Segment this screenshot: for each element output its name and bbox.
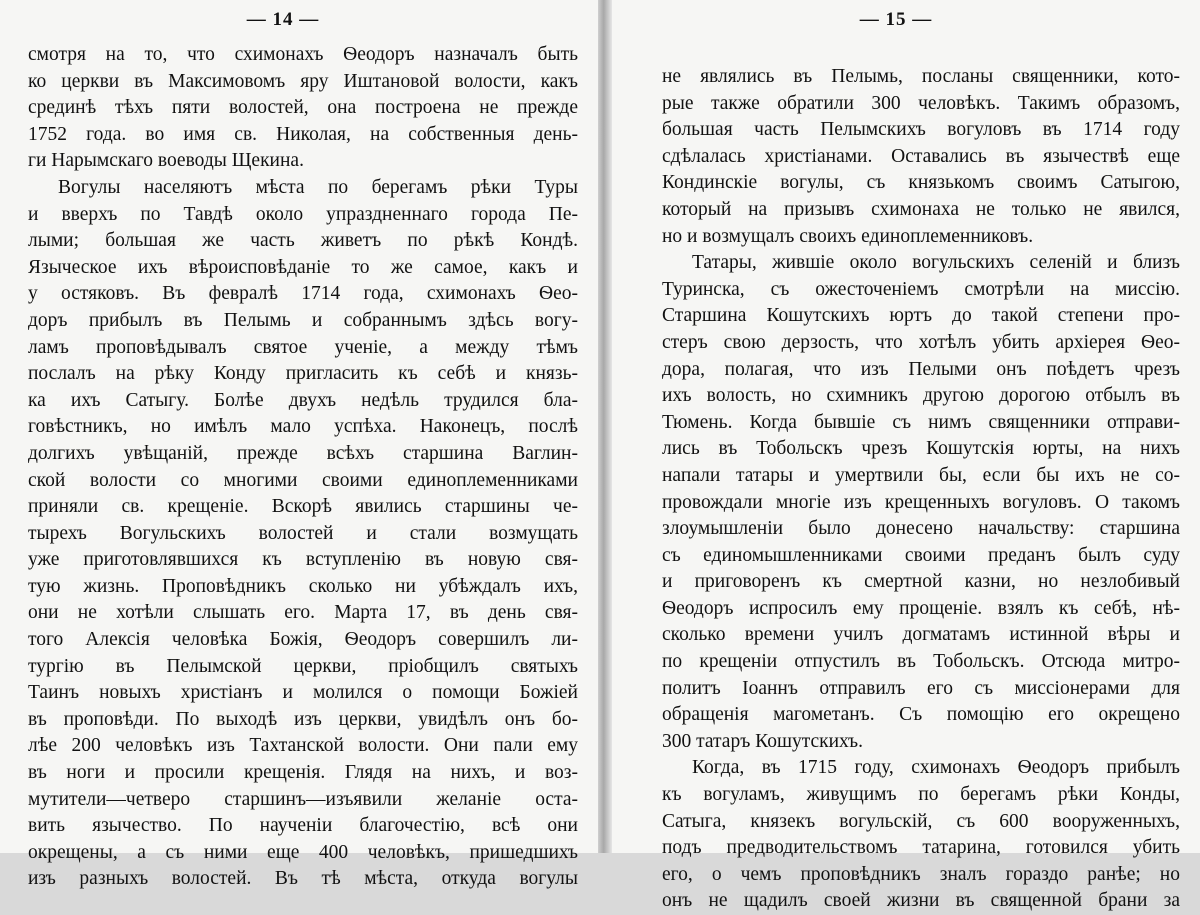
text-line: ко церкви въ Максимовомъ яру Иштановой волости, какъ xyxy=(28,70,578,92)
right-page xyxy=(600,0,1200,912)
text-line: обращенія магометанъ. Съ помощію его окрещено xyxy=(662,704,1180,726)
text-line: Кондинскіе вогулы, съ князькомъ своимъ Сатыгою, xyxy=(662,172,1180,194)
text-line: у остяковъ. Въ февралѣ 1714 года, схимонахъ Ѳео- xyxy=(28,283,578,305)
text-line: Старшина Кошутскихъ юртъ до такой степени про- xyxy=(662,305,1180,327)
text-line: Когда, въ 1715 году, схимонахъ Ѳеодоръ прибылъ xyxy=(692,757,1180,779)
text-line: долгихъ увѣщаній, прежде всѣхъ старшина Ваглин- xyxy=(28,442,578,464)
text-line: стеръ свою дерзость, что хотѣлъ убить архіерея Ѳео- xyxy=(662,331,1180,353)
text-line: срединѣ тѣхъ пяти волостей, она построена не прежде xyxy=(28,97,578,119)
text-line: ка ихъ Сатыгу. Болѣе двухъ недѣль трудился бла- xyxy=(28,389,578,411)
text-line: ской волости со многими своими единоплеменниками xyxy=(28,469,578,491)
left-page xyxy=(0,0,600,890)
text-line: Ѳеодоръ испросилъ ему прощеніе. взялъ къ себѣ, нѣ- xyxy=(662,597,1180,619)
text-line: Татары, жившіе около вогульскихъ селеній и близъ xyxy=(692,252,1180,274)
text-line: Языческое ихъ вѣроисповѣданіе то же самое, какъ и xyxy=(28,256,578,278)
text-line: вить язычество. По наученіи благочестію, всѣ они xyxy=(28,815,578,837)
text-line: къ вогуламъ, живущимъ по берегамъ рѣки Конды, xyxy=(662,784,1180,806)
page-number: — 15 — xyxy=(859,9,933,30)
text-line: онъ не щадилъ своей жизни въ священной брани за xyxy=(662,890,1180,912)
text-line: сдѣлалась христіанами. Оставались въ язычествѣ еще xyxy=(662,145,1180,167)
text-line: ихъ волость, но схимникъ другою дорогою отбылъ въ xyxy=(662,385,1180,407)
text-line: того Алексія человѣка Божія, Ѳеодоръ совершилъ ли- xyxy=(28,629,578,651)
page-number: — 14 — xyxy=(246,9,320,30)
text-line: лыми; большая же часть живетъ по рѣкѣ Кондѣ. xyxy=(28,230,578,252)
text-line: но и возмущалъ своихъ единоплеменниковъ. xyxy=(662,225,1034,247)
text-line: они не хотѣли слышать его. Марта 17, въ день свя- xyxy=(28,602,578,624)
text-line: политъ Іоаннъ отправилъ его съ миссіонерами для xyxy=(662,677,1180,699)
book-gutter xyxy=(598,0,612,853)
text-line: 1752 года. во имя св. Николая, на собственныя день- xyxy=(28,123,578,145)
text-line: который на призывъ схимонаха не только не явился, xyxy=(662,198,1180,220)
text-line: лѣе 200 человѣкъ изъ Тахтанской волости. Они пали ему xyxy=(28,735,578,757)
text-line: по крещеніи отпустилъ въ Тобольскъ. Отсюда митро- xyxy=(662,651,1180,673)
text-line: доръ прибылъ въ Пелымь и собраннымъ здѣсь вогу- xyxy=(28,309,578,331)
text-line: съ единомышленниками своими преданъ былъ суду xyxy=(662,544,1180,566)
text-line: ламъ проповѣдывалъ святое ученіе, а между тѣмъ xyxy=(28,336,578,358)
text-line: мутители—четверо старшинъ—изъявили желаніе оста- xyxy=(28,788,578,810)
text-line: тургію въ Пелымской церкви, пріобщилъ святыхъ xyxy=(28,655,578,677)
text-line: тырехъ Вогульскихъ волостей и стали возмущать xyxy=(28,522,578,544)
text-line: рые также обратили 300 человѣкъ. Такимъ образомъ, xyxy=(662,92,1180,114)
text-line: злоумышленіи было донесено начальству: старшина xyxy=(662,518,1180,540)
text-line: говѣстникъ, но имѣлъ мало успѣха. Наконецъ, послѣ xyxy=(28,416,578,438)
text-line: Вогулы населяютъ мѣста по берегамъ рѣки Туры xyxy=(58,176,578,198)
text-line: его, о чемъ проповѣдникъ зналъ гораздо ранѣе; но xyxy=(662,863,1180,885)
text-line: лись въ Тобольскъ чрезъ Кошутскія юрты, на нихъ xyxy=(662,438,1180,460)
text-line: изъ разныхъ волостей. Въ тѣ мѣста, откуда вогулы xyxy=(28,868,578,890)
text-line: послалъ на рѣку Конду пригласить къ себѣ и князь- xyxy=(28,363,578,385)
text-line: большая часть Пелымскихъ вогуловъ въ 1714 году xyxy=(662,119,1180,141)
text-line: сколько времени училъ догматамъ истинной вѣры и xyxy=(662,624,1180,646)
text-line: Тюмень. Когда бывшіе съ нимъ священники отправи- xyxy=(662,411,1180,433)
text-line: и приговоренъ къ смертной казни, но незлобивый xyxy=(662,571,1180,593)
text-line: 300 татаръ Кошутскихъ. xyxy=(662,730,863,752)
text-line: Сатыга, князекъ вогульскій, съ 600 вооруженныхъ, xyxy=(662,810,1180,832)
text-line: и вверхъ по Тавдѣ около упраздненнаго города Пе- xyxy=(28,203,578,225)
text-line: напали татары и умертвили бы, если бы ихъ не со- xyxy=(662,464,1180,486)
text-line: смотря на то, что схимонахъ Ѳеодоръ назначалъ быть xyxy=(28,44,578,65)
page-text xyxy=(28,42,578,893)
text-line: подъ предводительствомъ татарина, готовился убить xyxy=(662,837,1180,859)
text-line: уже приготовлявшихся къ вступленію въ новую свя- xyxy=(28,549,578,571)
text-line: дора, полагая, что изъ Пелыми онъ поѣдетъ чрезъ xyxy=(662,358,1180,380)
text-line: ги Нарымскаго воеводы Щекина. xyxy=(28,150,304,172)
text-line: не являлись въ Пелымь, посланы священники, кото- xyxy=(662,66,1180,87)
text-line: Таинъ новыхъ христіанъ и молился о помощи Божіей xyxy=(28,682,578,704)
text-line: приняли св. крещеніе. Вскорѣ явились старшины че- xyxy=(28,496,578,518)
text-line: въ ноги и просили крещенія. Глядя на нихъ, и воз- xyxy=(28,762,578,784)
text-line: Туринска, съ ожесточеніемъ смотрѣли на миссію. xyxy=(662,278,1180,300)
text-line: тую жизнь. Проповѣдникъ сколько ни убѣждалъ ихъ, xyxy=(28,575,578,597)
page-text xyxy=(662,64,1180,915)
text-line: провождали многіе изъ крещенныхъ вогуловъ. О такомъ xyxy=(662,491,1180,513)
text-line: въ проповѣди. По выходѣ изъ церкви, увидѣлъ онъ бо- xyxy=(28,708,578,730)
text-line: окрещены, а съ ними еще 400 человѣкъ, пришедшихъ xyxy=(28,841,578,863)
